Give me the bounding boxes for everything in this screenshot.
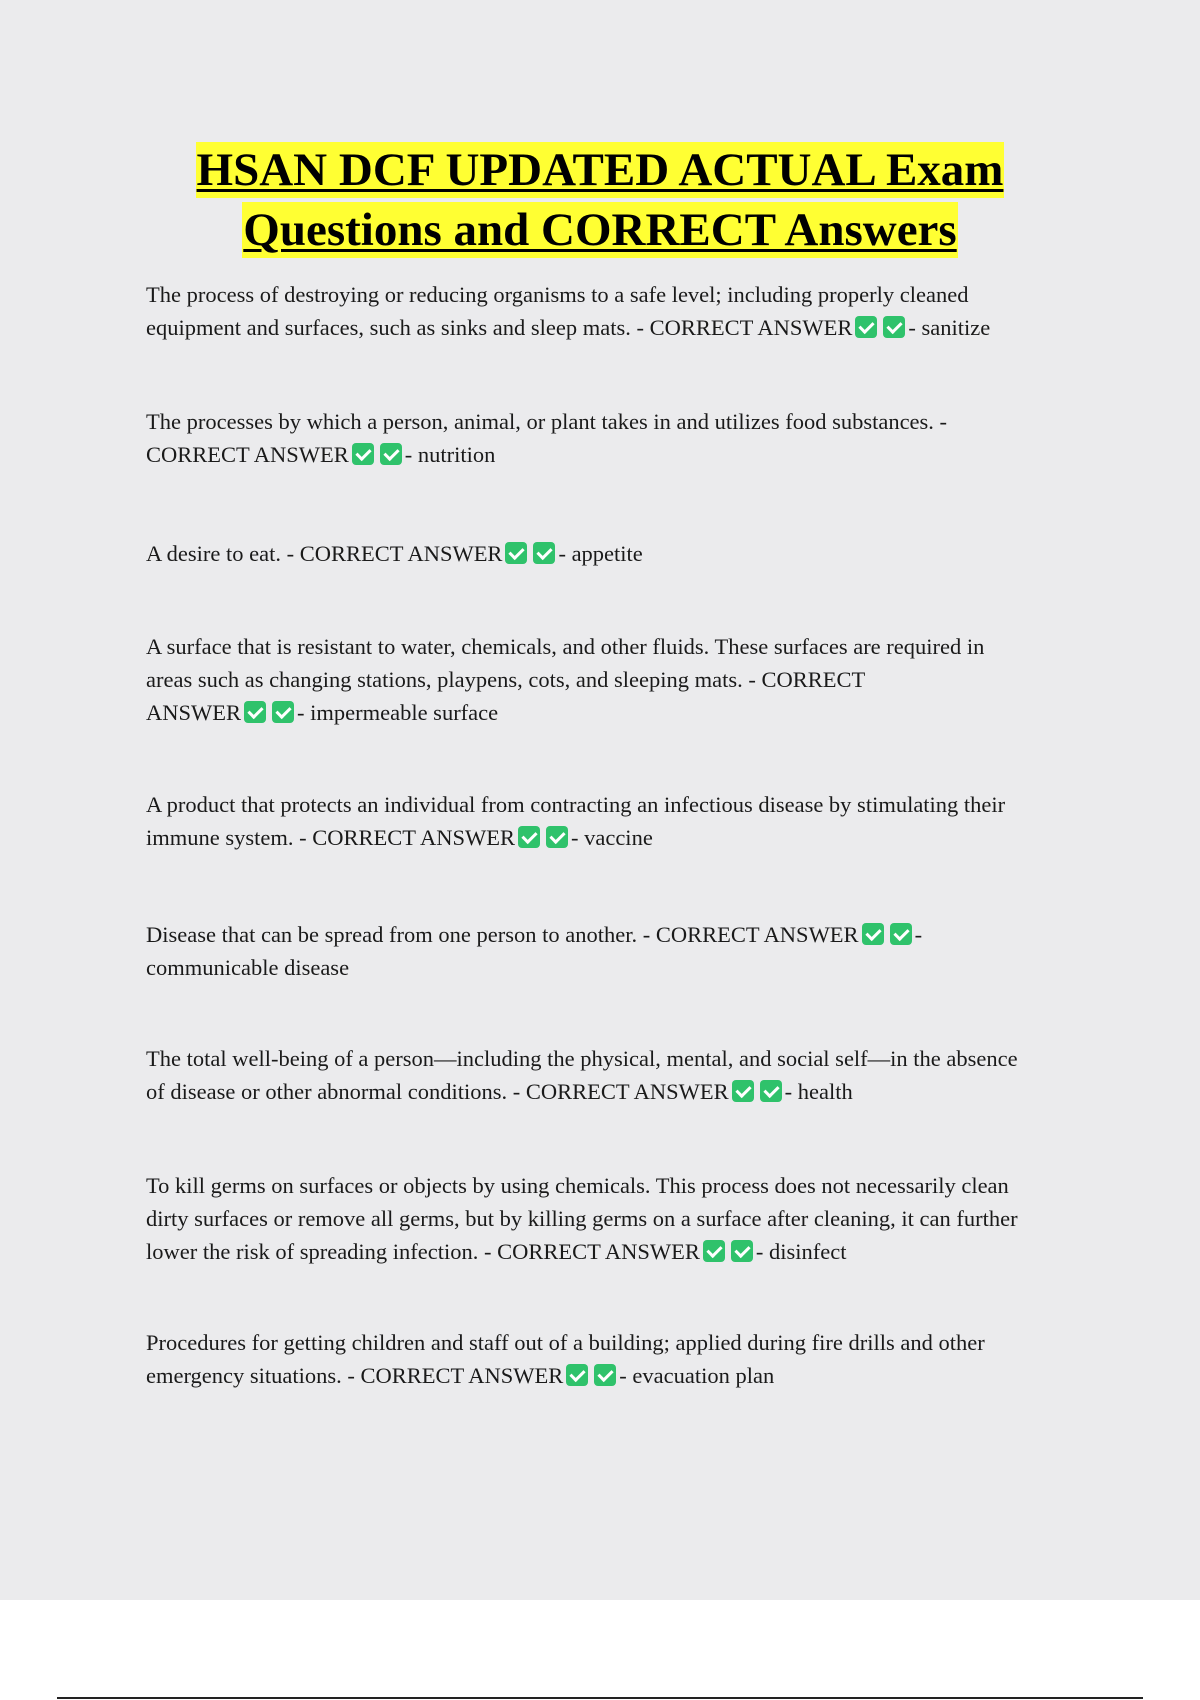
footer-divider [57,1697,1143,1699]
check-mark-icon [352,443,374,465]
check-mark-icon [566,1364,588,1386]
check-mark-icon [594,1364,616,1386]
qa-item-evacuation-plan [146,1326,1086,1392]
qa-item-sanitize [146,278,1086,344]
check-mark-icon [731,1240,753,1262]
title-line-2: Questions and CORRECT Answers [243,204,957,256]
qa-item-health [146,1042,1086,1108]
question-text: A desire to eat. - CORRECT ANSWER [146,541,503,566]
question-line: Procedures for getting children and staff out of a building; applied during fire drills and other [146,1330,985,1355]
answer-text: - appetite [558,541,643,566]
qa-item-communicable-disease [146,918,1086,984]
check-mark-icon [533,542,555,564]
question-line: areas such as changing stations, playpens, cots, and sleeping mats. - CORRECT [146,667,866,692]
answer-text: - vaccine [570,825,653,850]
question-text: CORRECT ANSWER [146,442,349,467]
question-text: of disease or other abnormal conditions. - CORRECT ANSWER [146,1079,729,1104]
answer-text: - evacuation plan [619,1363,775,1388]
question-line [146,537,1086,570]
qa-item-disinfect [146,1169,1086,1268]
answer-text: - [914,922,923,947]
check-mark-icon [518,826,540,848]
check-mark-icon [272,701,294,723]
question-line [146,918,1086,951]
question-line [146,696,1086,729]
check-mark-icon [505,542,527,564]
question-line: dirty surfaces or remove all germs, but by killing germs on a surface after cleaning, it can further [146,1206,1018,1231]
check-mark-icon [703,1240,725,1262]
qa-item-nutrition [146,405,1086,471]
answer-text: - disinfect [755,1239,847,1264]
answer-text: - impermeable surface [297,700,499,725]
qa-item-impermeable-surface [146,630,1086,729]
question-line: A product that protects an individual from contracting an infectious disease by stimulating their [146,792,1006,817]
question-line [146,1359,1086,1392]
check-mark-icon [732,1080,754,1102]
question-line: A surface that is resistant to water, chemicals, and other fluids. These surfaces are required in [146,634,985,659]
title-line-1: HSAN DCF UPDATED ACTUAL Exam [196,144,1004,196]
question-line: The process of destroying or reducing organisms to a safe level; including properly cleaned [146,282,969,307]
answer-text: - sanitize [908,315,991,340]
question-text: equipment and surfaces, such as sinks and sleep mats. - CORRECT ANSWER [146,315,853,340]
question-line: The processes by which a person, animal, or plant takes in and utilizes food substances. - [146,409,948,434]
check-mark-icon [546,826,568,848]
check-mark-icon [760,1080,782,1102]
answer-text: - nutrition [404,442,496,467]
check-mark-icon [855,316,877,338]
question-text: immune system. - CORRECT ANSWER [146,825,515,850]
qa-item-appetite [146,537,1086,570]
question-line: The total well-being of a person—including the physical, mental, and social self—in the absence [146,1046,1018,1071]
question-line [146,1235,1086,1268]
question-line [146,311,1086,344]
check-mark-icon [862,923,884,945]
question-text: ANSWER [146,700,241,725]
check-mark-icon [890,923,912,945]
answer-line: communicable disease [146,955,350,980]
question-line: To kill germs on surfaces or objects by using chemicals. This process does not necessarily clean [146,1173,1009,1198]
question-text: Disease that can be spread from one person to another. - CORRECT ANSWER [146,922,859,947]
check-mark-icon [244,701,266,723]
question-line [146,1075,1086,1108]
check-mark-icon [380,443,402,465]
page-title [0,142,1200,262]
question-text: lower the risk of spreading infection. - CORRECT ANSWER [146,1239,700,1264]
answer-text: - health [784,1079,853,1104]
question-line [146,438,1086,471]
question-text: emergency situations. - CORRECT ANSWER [146,1363,564,1388]
check-mark-icon [883,316,905,338]
qa-item-vaccine [146,788,1086,854]
question-line [146,821,1086,854]
